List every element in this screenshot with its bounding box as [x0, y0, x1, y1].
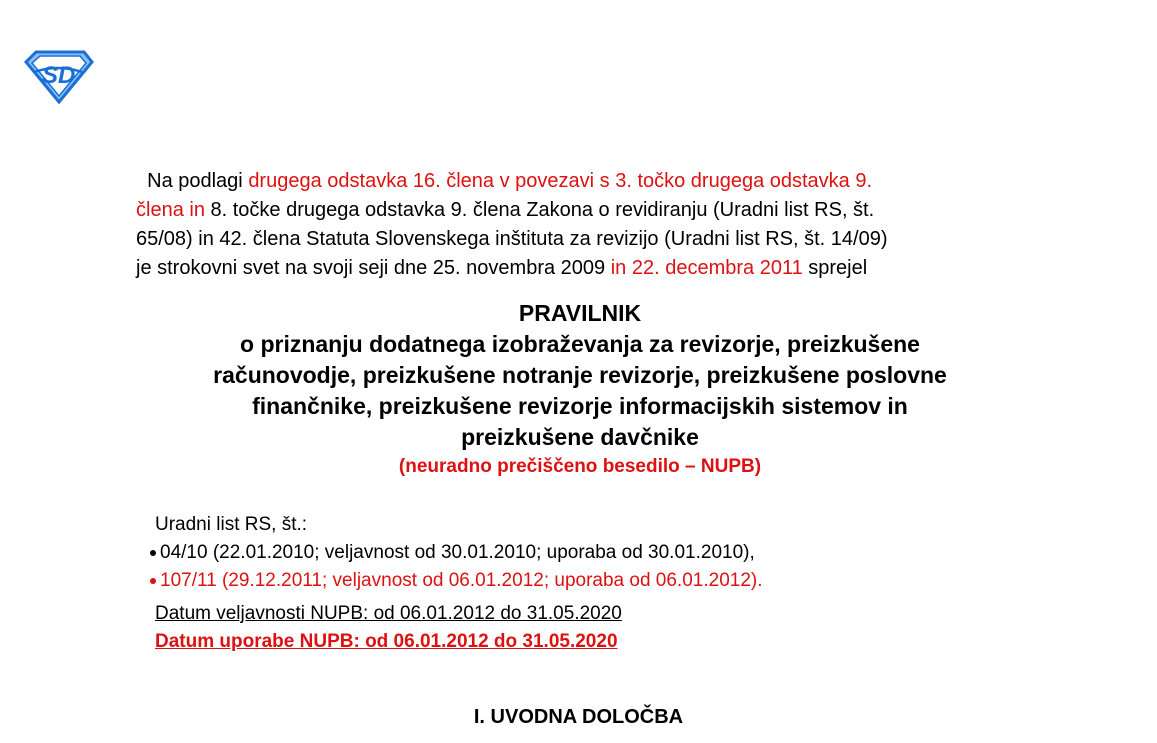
intro-amended-text: člena in [136, 199, 205, 221]
bullet-icon [150, 550, 156, 556]
document-title: PRAVILNIK [518, 300, 642, 326]
svg-text:SD: SD [42, 62, 76, 89]
nupb-dates [155, 600, 622, 656]
intro-paragraph [136, 167, 1036, 283]
intro-text: je strokovni svet na svoji seji dne 25. novembra 2009 [136, 257, 611, 279]
gazette-item-text: 107/11 (29.12.2011; veljavnost od 06.01.2012; uporaba od 06.01.2012). [160, 570, 763, 591]
gazette-heading: Uradni list RS, št.: [155, 514, 308, 535]
section-heading: I. UVODNA DOLOČBA [473, 706, 684, 728]
nupb-note: (neuradno prečiščeno besedilo – NUPB) [398, 456, 762, 477]
use-date: Datum uporabe NUPB: od 06.01.2012 do 31.05.2020 [155, 631, 618, 652]
subtitle-line: o priznanju dodatnega izobraževanja za revizorje, preizkušene [240, 331, 920, 357]
document-subtitle [100, 329, 1060, 453]
sir-shield-logo-icon [22, 50, 94, 104]
intro-text: 8. točke drugega odstavka 9. člena Zakona o revidiranju (Uradni list RS, št. [204, 199, 875, 221]
subtitle-line: preizkušene davčnike [461, 424, 699, 450]
intro-amended-text: drugega odstavka 16. člena v povezavi s 3. točko drugega odstavka 9. [248, 170, 873, 192]
intro-text: Na podlagi [147, 170, 249, 192]
intro-line-1 [136, 167, 1036, 196]
intro-text: sprejel [802, 257, 868, 279]
gazette-item [150, 539, 763, 567]
intro-amended-text: in 22. decembra 2011 [610, 257, 803, 279]
subtitle-line: finančnike, preizkušene revizorje informacijskih sistemov in [252, 393, 908, 419]
gazette-list [155, 511, 763, 595]
document-title-block [100, 298, 1060, 481]
gazette-item [150, 567, 763, 595]
intro-line-4 [136, 254, 1036, 283]
intro-line-3: 65/08) in 42. člena Statuta Slovenskega inštituta za revizijo (Uradni list RS, št. 14/09) [136, 228, 888, 250]
validity-date: Datum veljavnosti NUPB: od 06.01.2012 do 31.05.2020 [155, 603, 622, 624]
bullet-icon [150, 578, 156, 584]
subtitle-line: računovodje, preizkušene notranje revizorje, preizkušene poslovne [213, 362, 947, 388]
intro-line-2 [136, 196, 1036, 225]
gazette-item-text: 04/10 (22.01.2010; veljavnost od 30.01.2010; uporaba od 30.01.2010), [160, 542, 755, 563]
